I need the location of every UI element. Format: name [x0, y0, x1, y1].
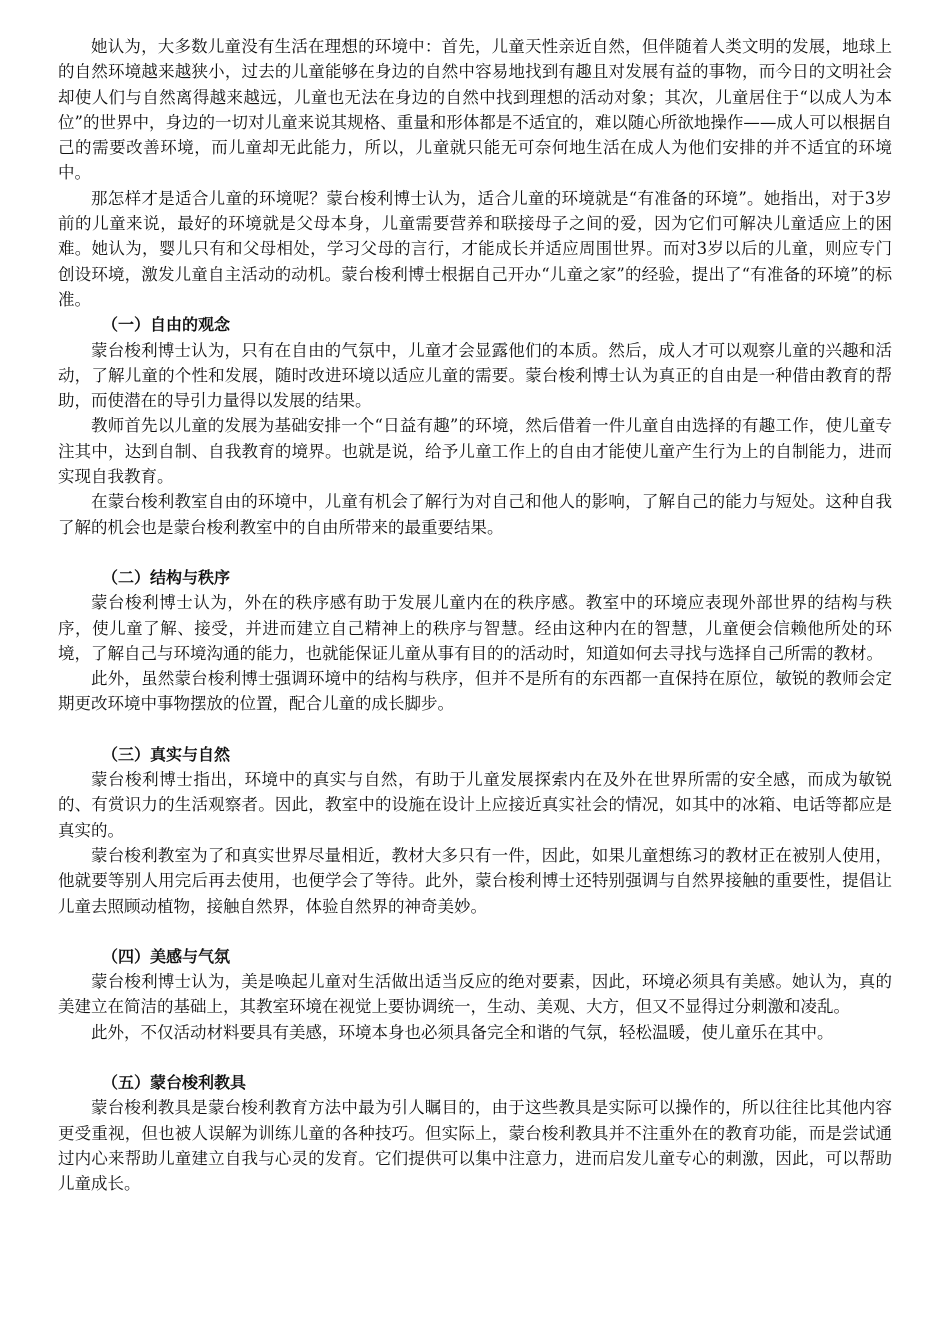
- section-heading-beauty-atmosphere: （四）美感与气氛: [102, 946, 231, 966]
- section-paragraph: 此外，虽然蒙台梭利博士强调环境中的结构与秩序，但并不是所有的东西都一直保持在原位，敏锐的教师会定期更改环境中事物摆放的位置，配合儿童的成长脚步。: [58, 669, 892, 714]
- section-paragraph: 蒙台梭利教具是蒙台梭利教育方法中最为引人瞩目的，由于这些教具是实际可以操作的，所以往往比其他内容更受重视，但也被人误解为训练儿童的各种技巧。但实际上，蒙台梭利教具并不注重外在的教育功能，而是尝试通过内心来帮助儿童建立自我与心灵的发育。它们提供可以集中注意力，进而启发儿童专心的刺激，因此，可以帮助儿童成长。: [58, 1098, 892, 1194]
- section-heading-structure-order: （二）结构与秩序: [102, 567, 231, 587]
- section-montessori-materials: [58, 1070, 892, 1196]
- section-freedom: [58, 312, 892, 540]
- section-heading-freedom: （一）自由的观念: [102, 315, 231, 335]
- section-paragraph: 此外，不仅活动材料要具有美感，环境本身也必须具备完全和谐的气氛，轻松温暖，使儿童乐在其中。: [91, 1022, 834, 1042]
- section-beauty-atmosphere: [58, 944, 892, 1045]
- section-paragraph: 在蒙台梭利教室自由的环境中，儿童有机会了解行为对自己和他人的影响，了解自己的能力与短处。这种自我了解的机会也是蒙台梭利教室中的自由所带来的最重要结果。: [58, 492, 892, 537]
- intro-paragraph-2: 那怎样才是适合儿童的环境呢？蒙台梭利博士认为，适合儿童的环境就是“有准备的环境”。她指出，对于3岁前的儿童来说，最好的环境就是父母本身，儿童需要营养和联接母子之间的爱，因为它们可解决儿童适应上的困难。她认为，婴儿只有和父母相处，学习父母的言行，才能成长并适应周围世界。而对3岁以后的儿童，则应专门创设环境，激发儿童自主活动的动机。蒙台梭利博士根据自己开办“儿童之家”的经验，提出了“有准备的环境”的标准。: [58, 188, 892, 309]
- section-paragraph: 蒙台梭利博士认为，外在的秩序感有助于发展儿童内在的秩序感。教室中的环境应表现外部世界的结构与秩序，使儿童了解、接受，并进而建立自己精神上的秩序与智慧。经由这种内在的智慧，儿童便会信赖他所处的环境，了解自己与环境沟通的能力，也就能保证儿童从事有目的的活动时，知道如何去寻找与选择自己所需的教材。: [58, 593, 892, 663]
- section-structure-order: [58, 565, 892, 717]
- intro-paragraph-1: 她认为，大多数儿童没有生活在理想的环境中：首先，儿童天性亲近自然，但伴随着人类文明的发展，地球上的自然环境越来越狭小，过去的儿童能够在身边的自然中容易地找到有趣且对发展有益的事物，而今日的文明社会却使人们与自然离得越来越远，儿童也无法在身边的自然中找到理想的活动对象；其次，儿童居住于“以成人为本位”的世界中，身边的一切对儿童来说其规格、重量和形体都是不适宜的，难以随心所欲地操作——成人可以根据自己的需要改善环境，而儿童却无此能力，所以，儿童就只能无可奈何地生活在成人为他们安排的并不适宜的环境中。: [58, 37, 892, 183]
- section-paragraph: 蒙台梭利教室为了和真实世界尽量相近，教材大多只有一件，因此，如果儿童想练习的教材正在被别人使用，他就要等别人用完后再去使用，也便学会了等待。此外，蒙台梭利博士还特别强调与自然界接触的重要性，提倡让儿童去照顾动植物，接触自然界，体验自然界的神奇美妙。: [58, 845, 892, 916]
- section-reality-nature: [58, 742, 892, 919]
- section-paragraph: 蒙台梭利博士认为，只有在自由的气氛中，儿童才会显露他们的本质。然后，成人才可以观察儿童的兴趣和活动，了解儿童的个性和发展，随时改进环境以适应儿童的需要。蒙台梭利博士认为真正的自由是一种借由教育的帮助，而使潜在的导引力量得以发展的结果。: [58, 340, 892, 411]
- section-heading-reality-nature: （三）真实与自然: [102, 744, 231, 764]
- section-heading-montessori-materials: （五）蒙台梭利教具: [102, 1072, 247, 1092]
- section-paragraph: 教师首先以儿童的发展为基础安排一个“日益有趣”的环境，然后借着一件儿童自由选择的有趣工作，使儿童专注其中，达到自制、自我教育的境界。也就是说，给予儿童工作上的自由才能使儿童产生行为上的自制能力，进而实现自我教育。: [58, 416, 892, 487]
- section-paragraph: 蒙台梭利博士指出，环境中的真实与自然，有助于儿童发展探索内在及外在世界所需的安全感，而成为敏锐的、有赏识力的生活观察者。因此，教室中的设施在设计上应接近真实社会的情况，如其中的冰箱、电话等都应是真实的。: [58, 770, 892, 840]
- section-paragraph: 蒙台梭利博士认为，美是唤起儿童对生活做出适当反应的绝对要素，因此，环境必须具有美感。她认为，真的美建立在简洁的基础上，其教室环境在视觉上要协调统一，生动、美观、大方，但又不显得过分刺激和凌乱。: [58, 972, 892, 1017]
- document-page: [58, 34, 892, 1196]
